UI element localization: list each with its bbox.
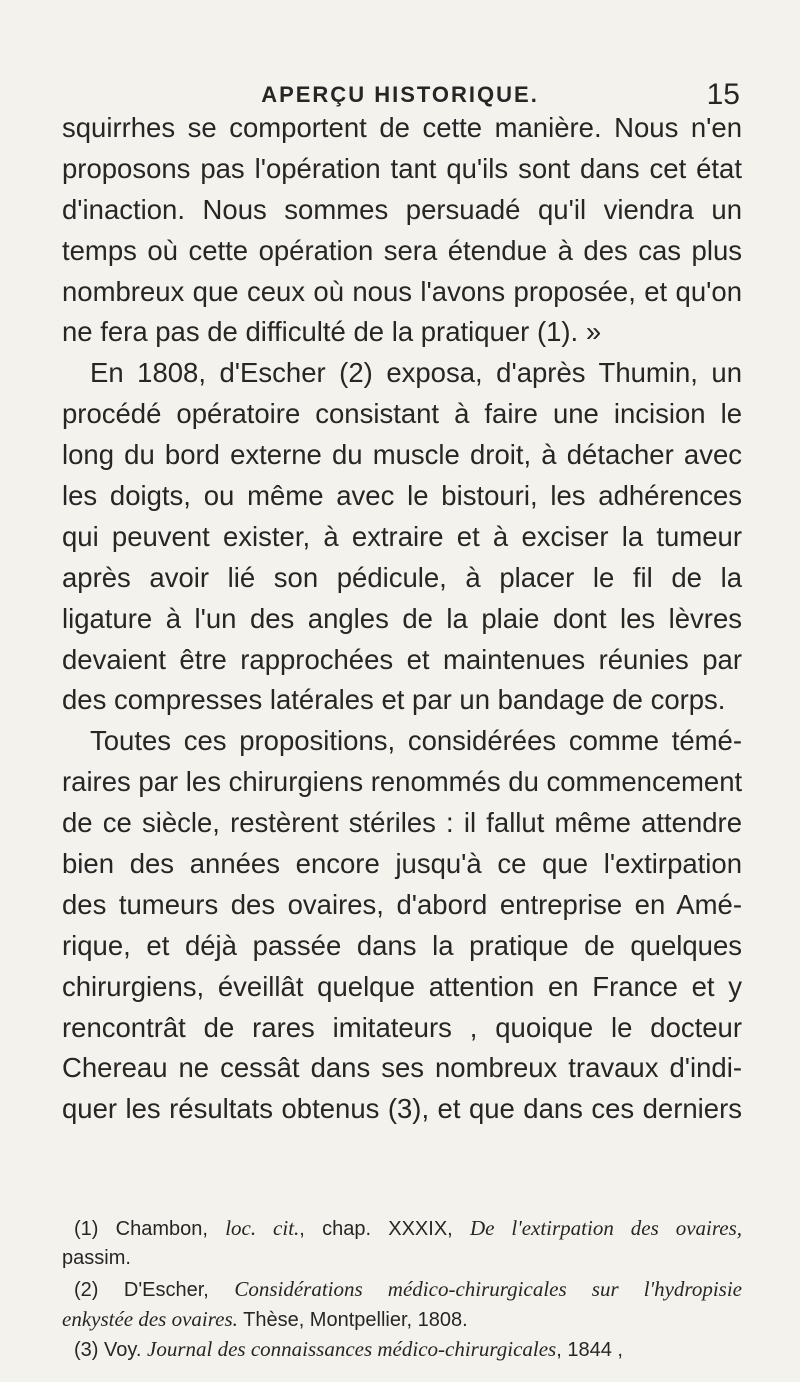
text-line: proposons pas l'opération tant qu'ils sont dans cet état: [62, 152, 742, 184]
text-line: d'inaction. Nous sommes persuadé qu'il viendra un: [62, 193, 742, 225]
text-line: Toutes ces propositions, considérées comme témé-: [90, 725, 742, 757]
text-line: devaient être rapprochées et maintenues réunies par: [62, 643, 742, 675]
text-line: Chereau ne cessât dans ses nombreux travaux d'indi-: [62, 1052, 742, 1084]
text-line: des compresses latérales et par un bandage de corps.: [62, 684, 726, 716]
text-line: de ce siècle, restèrent stériles : il fallut même attendre: [62, 807, 742, 839]
text-line: squirrhes se comportent de cette manière. Nous n'en: [62, 112, 742, 143]
footnote-2: (2) D'Escher, Considérations médico-chirurgicales sur l'hydropisie: [74, 1276, 742, 1301]
text-line: procédé opératoire consistant à faire une incision le: [62, 398, 742, 430]
footnote-1: (1) Chambon, loc. cit., chap. XXXIX, De l'extirpation des ovaires,: [74, 1216, 742, 1240]
running-title: APERÇU HISTORIQUE.: [261, 82, 539, 107]
text-line: nombreux que ceux où nous l'avons proposée, et qu'on: [62, 275, 742, 307]
text-line: temps où cette opération sera étendue à des cas plus: [62, 234, 742, 266]
text-line: des tumeurs des ovaires, d'abord entreprise en Amé-: [62, 888, 742, 920]
text-line: après avoir lié son pédicule, à placer le fil de la: [62, 561, 742, 593]
footnote-1-continued: passim.: [62, 1247, 131, 1270]
footnotes: [62, 1213, 742, 1364]
text-line: quer les résultats obtenus (3), et que dans ces derniers: [62, 1093, 742, 1125]
footnote-2-continued: enkystée des ovaires. Thèse, Montpellier, 1808.: [62, 1306, 468, 1331]
body-text: [62, 108, 742, 1130]
text-line: rique, et déjà passée dans la pratique de quelques: [62, 929, 742, 961]
text-line: les doigts, ou même avec le bistouri, les adhérences: [62, 480, 742, 512]
text-line: qui peuvent exister, à extraire et à exciser la tumeur: [62, 520, 742, 552]
text-line: ne fera pas de difficulté de la pratiquer (1). »: [62, 316, 602, 348]
text-line: long du bord externe du muscle droit, à détacher avec: [62, 439, 742, 471]
text-line: raires par les chirurgiens renommés du commencement: [62, 766, 743, 798]
page-number: 15: [706, 78, 740, 111]
text-line: chirurgiens, éveillât quelque attention en France et y: [62, 970, 742, 1002]
text-line: En 1808, d'Escher (2) exposa, d'après Thumin, un: [90, 357, 742, 389]
footnote-3: (3) Voy. Journal des connaissances médico-chirurgicales, 1844 ,: [74, 1337, 623, 1362]
text-line: rencontrât de rares imitateurs , quoique le docteur: [62, 1011, 742, 1043]
text-line: bien des années encore jusqu'à ce que l'extirpation: [62, 848, 742, 880]
text-line: ligature à l'un des angles de la plaie dont les lèvres: [62, 602, 742, 634]
